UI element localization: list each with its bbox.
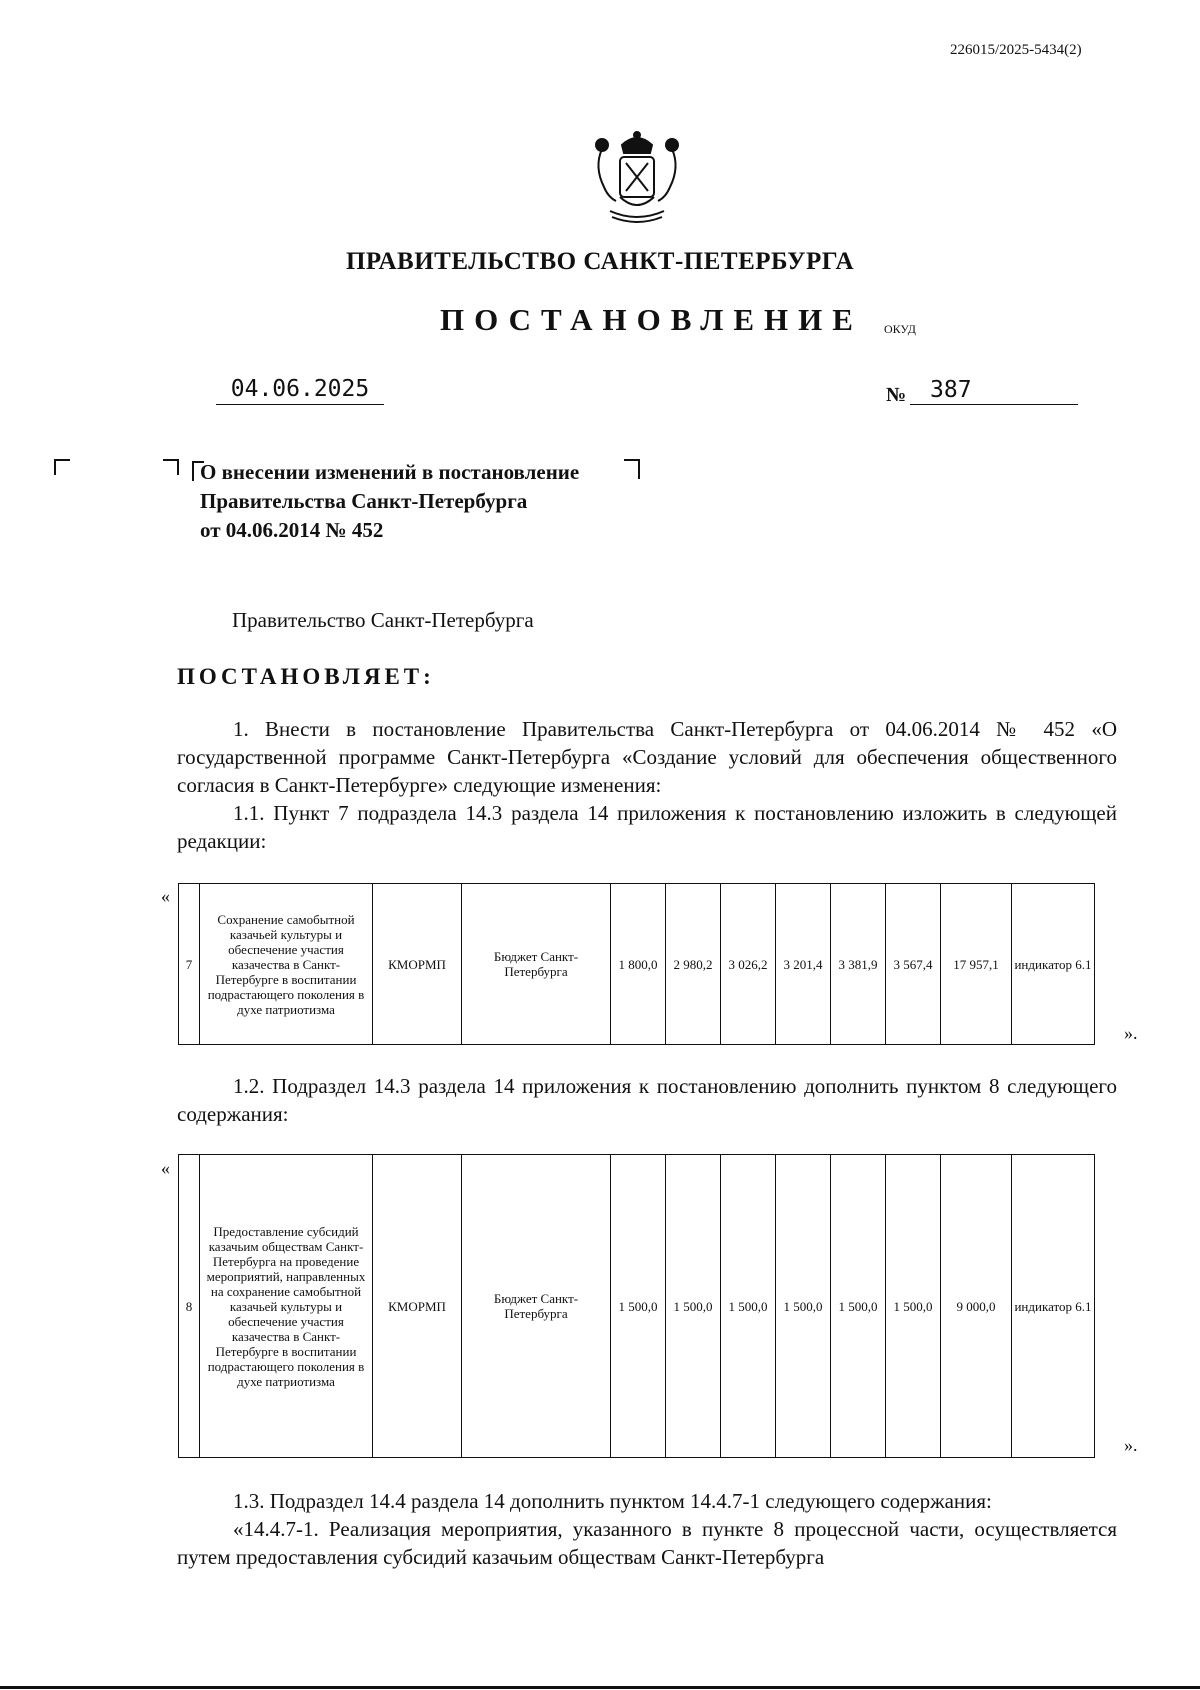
government-title: ПРАВИТЕЛЬСТВО САНКТ-ПЕТЕРБУРГА: [345, 248, 855, 275]
subject-line: Правительства Санкт-Петербурга: [200, 489, 528, 513]
subject-heading: [200, 458, 579, 545]
cell-name: Предоставление субсидий казачьим обществам Санкт-Петербурга на проведение мероприятий, направленных на сохранение самобытной казачьей культуры и обеспечение участия казачества в Санкт-Петербурге в воспитании подрастающего поколения в духе патриотизма: [200, 1155, 373, 1458]
table-item-8: [178, 1154, 1095, 1458]
open-quote: «: [161, 1158, 170, 1178]
cell-value: 1 500,0: [721, 1155, 776, 1458]
cell-total: 9 000,0: [941, 1155, 1012, 1458]
paragraph-1-1: 1.1. Пункт 7 подраздела 14.3 раздела 14 приложения к постановлению изложить в следующей редакции:: [177, 801, 1117, 853]
subject-line: О внесении изменений в постановление: [200, 460, 580, 484]
number-label: №: [886, 384, 907, 406]
open-quote: «: [161, 886, 170, 906]
cell-indicator: индикатор 6.1: [1012, 1155, 1095, 1458]
subject-line: от 04.06.2014 № 452: [200, 518, 384, 542]
table-row: [179, 1155, 1095, 1458]
cell-num: 8: [179, 1155, 200, 1458]
cell-name: Сохранение самобытной казачьей культуры и обеспечение участия казачества в Санкт-Петербурге в воспитании подрастающего поколения в духе патриотизма: [200, 884, 373, 1045]
corner-mark: [624, 459, 640, 479]
issuer: Правительство Санкт-Петербурга: [232, 608, 534, 632]
okud-label: ОКУД: [884, 322, 916, 336]
paragraph-1-2: 1.2. Подраздел 14.3 раздела 14 приложения к постановлению дополнить пунктом 8 следующего содержания:: [177, 1074, 1117, 1126]
cell-value: 3 381,9: [831, 884, 886, 1045]
cell-executor: КМОРМП: [373, 884, 462, 1045]
cell-value: 1 500,0: [776, 1155, 831, 1458]
document-number-field: 387: [910, 376, 1078, 405]
cell-source: Бюджет Санкт-Петербурга: [462, 1155, 611, 1458]
table-row: [179, 884, 1095, 1045]
cell-total: 17 957,1: [941, 884, 1012, 1045]
cell-value: 1 500,0: [611, 1155, 666, 1458]
cell-indicator: индикатор 6.1: [1012, 884, 1095, 1045]
page-bottom-rule: [0, 1686, 1200, 1689]
coat-of-arms-icon: [582, 127, 692, 227]
cell-value: 1 500,0: [666, 1155, 721, 1458]
corner-mark: [54, 459, 70, 475]
document-number: 226015/2025-5434(2): [950, 42, 1082, 58]
paragraph-1-3: 1.3. Подраздел 14.4 раздела 14 дополнить пунктом 14.4.7-1 следующего содержания:: [233, 1489, 992, 1513]
decree-heading: ПОСТАНОВЛЯЕТ:: [177, 664, 435, 689]
paragraph-1: 1. Внести в постановление Правительства Санкт-Петербурга от 04.06.2014 № 452 «О государственной программе Санкт-Петербурга «Создание условий для обеспечения общественного согласия в Санкт-Петербурге» следующие изменения:: [177, 717, 1117, 797]
document-type: ПОСТАНОВЛЕНИЕ: [440, 302, 863, 337]
paragraph-1-3-quote: «14.4.7-1. Реализация мероприятия, указанного в пункте 8 процессной части, осуществляется путем предоставления субсидий казачьим обществам Санкт-Петербурга: [177, 1517, 1117, 1569]
cell-num: 7: [179, 884, 200, 1045]
close-quote: ».: [1124, 1023, 1138, 1043]
cell-executor: КМОРМП: [373, 1155, 462, 1458]
cell-value: 3 567,4: [886, 884, 941, 1045]
cell-value: 1 800,0: [611, 884, 666, 1045]
table-item-7: [178, 883, 1095, 1045]
cell-source: Бюджет Санкт-Петербурга: [462, 884, 611, 1045]
cell-value: 3 026,2: [721, 884, 776, 1045]
cell-value: 2 980,2: [666, 884, 721, 1045]
close-quote: ».: [1124, 1435, 1138, 1455]
corner-mark: [163, 459, 179, 475]
cell-value: 1 500,0: [886, 1155, 941, 1458]
cell-value: 1 500,0: [831, 1155, 886, 1458]
cell-value: 3 201,4: [776, 884, 831, 1045]
document-date: 04.06.2025: [216, 374, 384, 405]
